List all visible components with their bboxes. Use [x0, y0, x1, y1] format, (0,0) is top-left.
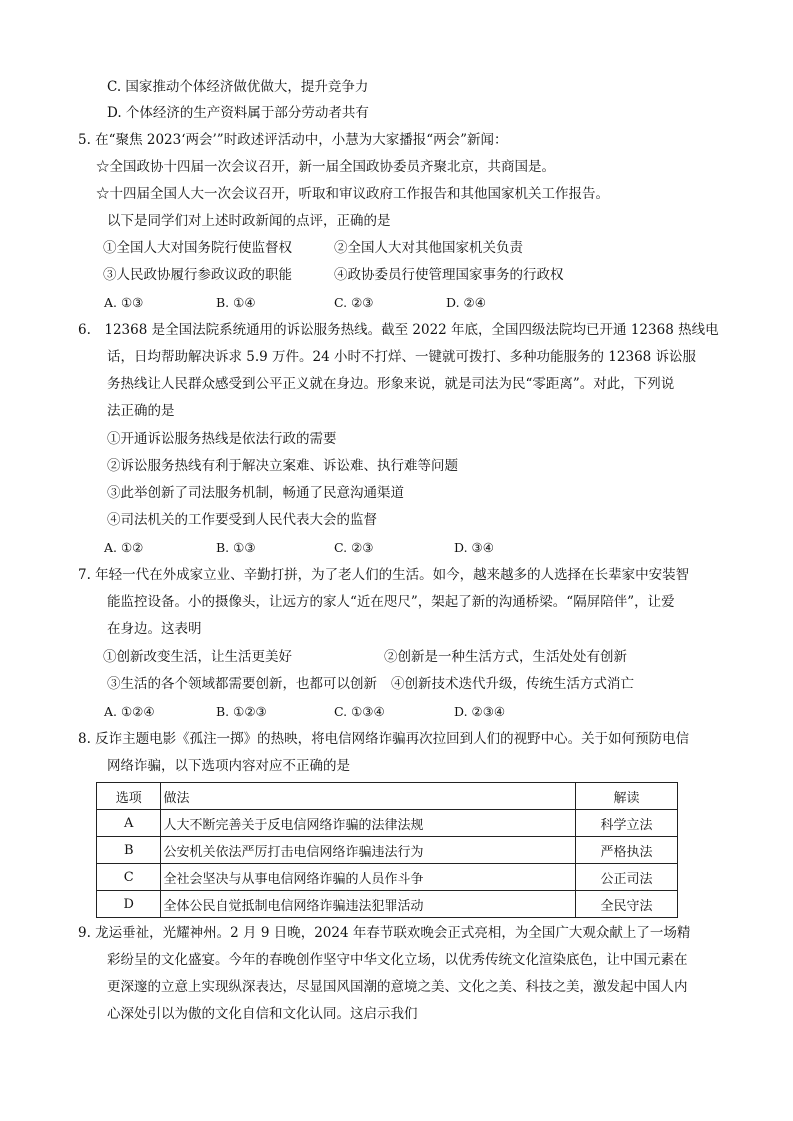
q5-stem: 5. 在“聚焦 2023‘两会’”时政述评活动中，小慧为大家播报“两会”新闻： [78, 132, 508, 148]
q6-statement-3: ③此举创新了司法服务机制，畅通了民意沟通渠道 [107, 485, 404, 501]
q5-lead: 以下是同学们对上述时政新闻的点评，正确的是 [107, 213, 391, 229]
q7-stem-line-2: 能监控设备。小的摄像头，让远方的家人“近在咫尺”，架起了新的沟通桥梁。“隔屏陪伴”，让爱 [107, 594, 675, 610]
table-row [97, 891, 678, 918]
q7-statement-3: ③生活的各个领域都需要创新，也都可以创新 [107, 676, 377, 692]
q5-option-d: D. ②④ [446, 295, 486, 310]
q8-stem-line-2: 网络诈骗，以下选项内容对应不正确的是 [107, 758, 350, 774]
q8-stem-line-1: 8. 反诈主题电影《孤注一掷》的热映，将电信网络诈骗再次拉回到人们的视野中心。关于如何预防电信 [78, 731, 690, 747]
q6-option-b: B. ①③ [216, 540, 256, 555]
q8-table [96, 782, 678, 918]
table-row [97, 837, 678, 864]
q6-stem-line-3: 务热线让人民群众感受到公平正义就在身边。形象来说，就是司法为民“零距离”。对此，下列说 [107, 376, 675, 392]
table-cell-interpretation: 科学立法 [575, 810, 677, 837]
q6-option-a: A. ①② [104, 540, 144, 555]
q5-news-2: ☆十四届全国人大一次会议召开，听取和审议政府工作报告和其他国家机关工作报告。 [96, 186, 609, 202]
table-cell-option: A [97, 810, 161, 837]
q6-option-d: D. ③④ [454, 540, 494, 555]
q7-statement-2: ②创新是一种生活方式，生活处处有创新 [384, 649, 627, 665]
q7-option-d: D. ②③④ [454, 704, 506, 719]
table-header-interpretation: 解读 [575, 783, 677, 810]
q9-stem-line-2: 彩纷呈的文化盛宴。今年的春晚创作坚守中华文化立场，以优秀传统文化渲染底色，让中国元素在 [107, 952, 688, 968]
table-header-row [97, 783, 678, 810]
q5-statement-2: ②全国人大对其他国家机关负责 [334, 240, 523, 256]
q6-statement-4: ④司法机关的工作要受到人民代表大会的监督 [107, 512, 377, 528]
q5-statement-1: ①全国人大对国务院行使监督权 [103, 240, 292, 256]
q7-option-c: C. ①③④ [334, 704, 385, 719]
table-cell-practice: 全社会坚决与从事电信网络诈骗的人员作斗争 [161, 864, 575, 891]
q6-statement-1: ①开通诉讼服务热线是依法行政的需要 [107, 431, 337, 447]
q6-statement-2: ②诉讼服务热线有利于解决立案难、诉讼难、执行难等问题 [107, 458, 458, 474]
table-header-practice: 做法 [161, 783, 575, 810]
q7-option-b: B. ①②③ [216, 704, 267, 719]
q5-option-a: A. ①③ [104, 295, 144, 310]
table-cell-interpretation: 严格执法 [575, 837, 677, 864]
q5-news-1: ☆全国政协十四届一次会议召开，新一届全国政协委员齐聚北京，共商国是。 [96, 159, 555, 175]
table-row [97, 810, 678, 837]
table-cell-practice: 人大不断完善关于反电信网络诈骗的法律法规 [161, 810, 575, 837]
q7-option-a: A. ①②④ [104, 704, 155, 719]
q5-option-b: B. ①④ [216, 295, 256, 310]
q5-statement-4: ④政协委员行使管理国家事务的行政权 [334, 267, 564, 283]
q6-stem-line-2: 话，日均帮助解决诉求 5.9 万件。24 小时不打烊、一键就可拨打、多种功能服务的 12368 诉讼服 [107, 349, 697, 365]
table-cell-option: D [97, 891, 161, 918]
q5-option-c: C. ②③ [334, 295, 374, 310]
table-cell-interpretation: 公正司法 [575, 864, 677, 891]
q6-option-c: C. ②③ [334, 540, 374, 555]
q9-stem-line-4: 心深处引以为傲的文化自信和文化认同。这启示我们 [107, 1006, 418, 1022]
q9-stem-line-1: 9. 龙运垂祉，光耀神州。2 月 9 日晚，2024 年春节联欢晚会正式亮相，为全国广大观众献上了一场精 [78, 925, 691, 941]
table-cell-practice: 公安机关依法严厉打击电信网络诈骗违法行为 [161, 837, 575, 864]
q9-stem-line-3: 更深邃的立意上实现纵深表达，尽显国风国潮的意境之美、文化之美、科技之美，激发起中国人内 [107, 979, 688, 995]
table-cell-option: C [97, 864, 161, 891]
table-cell-option: B [97, 837, 161, 864]
q7-statement-1: ①创新改变生活，让生活更美好 [103, 649, 292, 665]
q7-stem-line-1: 7. 年轻一代在外成家立业、辛勤打拼，为了老人们的生活。如今，越来越多的人选择在长辈家中安装智 [78, 567, 690, 583]
q4-option-d: D. 个体经济的生产资料属于部分劳动者共有 [107, 105, 369, 121]
q4-option-c: C. 国家推动个体经济做优做大，提升竞争力 [107, 79, 369, 95]
table-header-option: 选项 [97, 783, 161, 810]
table-row [97, 864, 678, 891]
q6-stem-line-4: 法正确的是 [107, 403, 175, 419]
table-cell-interpretation: 全民守法 [575, 891, 677, 918]
q7-statement-4: ④创新技术迭代升级，传统生活方式消亡 [391, 676, 634, 692]
table-cell-practice: 全体公民自觉抵制电信网络诈骗违法犯罪活动 [161, 891, 575, 918]
q6-stem-line-1: 6. 12368 是全国法院系统通用的诉讼服务热线。截至 2022 年底，全国四级法院均已开通 12368 热线电 [78, 322, 719, 338]
q5-statement-3: ③人民政协履行参政议政的职能 [103, 267, 292, 283]
q7-stem-line-3: 在身边。这表明 [107, 621, 202, 637]
